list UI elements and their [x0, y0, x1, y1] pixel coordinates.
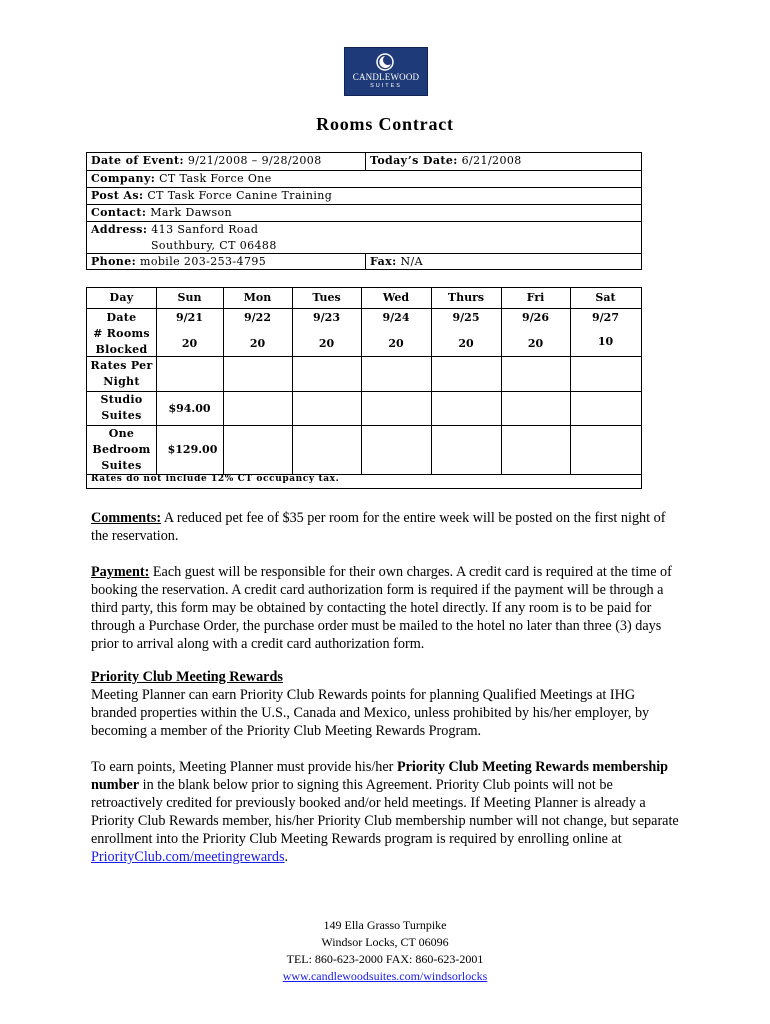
rooms-blocked-label-2: Blocked [95, 343, 148, 356]
rewards-para2-end: . [284, 849, 289, 865]
rates-per-night-label-2: Night [103, 375, 140, 388]
company-label: Company: [91, 172, 156, 185]
date-cell: 9/24 [382, 311, 410, 324]
rooms-blocked-cell: 20 [527, 337, 544, 350]
logo-sub-text: SUITES [370, 83, 402, 89]
studio-rate-cell: $94.00 [168, 402, 211, 415]
comments-section [91, 509, 681, 545]
rewards-membership-bold: Priority Club Meeting Rewards membership number [91, 759, 669, 793]
room-block-table [86, 287, 642, 489]
rooms-blocked-cell: 20 [249, 337, 266, 350]
rates-per-night-label-1: Rates Per [90, 359, 153, 372]
rooms-blocked-cell: 20 [318, 337, 335, 350]
hotel-website-link[interactable]: www.candlewoodsuites.com/windsorlocks [282, 969, 488, 983]
footer-street: 149 Ella Grasso Turnpike [323, 918, 447, 932]
phone-value: mobile 203-253-4795 [139, 255, 267, 268]
rewards-paragraph-1: Meeting Planner can earn Priority Club Rewards points for planning Qualified Meetings at IHG branded properties within the U.S., Canada and Mexico, unless prohibited by his/her employer, by becoming a member of the Priority Club Meeting Rewards Program. [91, 687, 650, 739]
info-row-address [87, 221, 641, 254]
rooms-blocked-cell: 20 [181, 337, 198, 350]
rewards-para2-start: To earn points, Meeting Planner must provide his/her [91, 759, 394, 775]
contact-label: Contact: [91, 206, 147, 219]
address-line1: 413 Sanford Road [151, 223, 259, 236]
todays-date-label: Today’s Date: [370, 154, 458, 167]
date-label: Date [106, 311, 137, 324]
rewards-heading: Priority Club Meeting Rewards [91, 669, 283, 685]
date-of-event-value: 9/21/2008 – 9/28/2008 [187, 154, 322, 167]
date-cell: 9/27 [592, 311, 619, 324]
page-title: Rooms Contract [316, 114, 454, 134]
priority-club-link[interactable]: PriorityClub.com/meetingrewards [91, 849, 285, 865]
address-line2: Southbury, CT 06488 [151, 239, 277, 252]
rooms-blocked-cell: 20 [388, 337, 404, 350]
rooms-blocked-cell: 20 [458, 337, 474, 350]
day-header: Tues [312, 291, 341, 304]
comments-label: Comments: [91, 510, 162, 526]
day-header: Fri [526, 291, 545, 304]
one-bedroom-label-2: Bedroom [92, 443, 151, 456]
one-bedroom-label-3: Suites [101, 459, 142, 472]
payment-section [91, 563, 681, 653]
todays-date-value: 6/21/2008 [461, 154, 522, 167]
date-cell: 9/21 [176, 311, 203, 324]
payment-label: Payment: [91, 564, 150, 580]
studio-suites-label-2: Suites [101, 409, 142, 422]
day-label: Day [109, 291, 134, 304]
day-header: Sat [595, 291, 616, 304]
info-row-post-as [87, 187, 641, 205]
info-row-company [87, 170, 641, 188]
address-label: Address: [91, 223, 148, 236]
tax-footnote: Rates do not include 12% CT occupancy tax. [91, 474, 340, 484]
info-row-date [87, 153, 641, 170]
rewards-section [91, 668, 681, 866]
footer-phone-fax: TEL: 860-623-2000 FAX: 860-623-2001 [286, 952, 484, 966]
logo-brand-text: CANDLEWOOD [352, 72, 420, 82]
day-header: Thurs [447, 291, 485, 304]
fax-label: Fax: [370, 255, 397, 268]
moon-star-icon [375, 52, 397, 72]
one-bedroom-label-1: One [108, 427, 135, 440]
comments-text: A reduced pet fee of $35 per room for the entire week will be posted on the first night of the reservation. [91, 510, 666, 544]
fax-value: N/A [400, 255, 423, 268]
date-cell: 9/23 [313, 311, 340, 324]
studio-suites-label-1: Studio [100, 393, 143, 406]
date-cell: 9/22 [244, 311, 271, 324]
day-header: Wed [382, 291, 410, 304]
rewards-para2-middle: in the blank below prior to signing this Agreement. Priority Club points will not be retroactively credited for previously booked and/or held meetings. If Meeting Planner is already a Priority Club Rewards member, his/her Priority Club membership number will not change, but separate enrollment into the Priority Club Meeting Rewards program is required by enrolling online at [91, 777, 679, 847]
rooms-blocked-cell: 10 [597, 335, 614, 348]
info-row-phone [87, 253, 641, 270]
day-header: Mon [243, 291, 272, 304]
rooms-blocked-label-1: # Rooms [93, 327, 150, 340]
rewards-paragraph-2 [91, 758, 681, 866]
info-row-contact [87, 204, 641, 222]
date-cell: 9/26 [522, 311, 549, 324]
contact-value: Mark Dawson [150, 206, 233, 219]
date-cell: 9/25 [452, 311, 480, 324]
footer-city: Windsor Locks, CT 06096 [321, 935, 449, 949]
phone-label: Phone: [91, 255, 137, 268]
event-info-table [86, 152, 642, 270]
post-as-label: Post As: [91, 189, 144, 202]
post-as-value: CT Task Force Canine Training [147, 189, 333, 202]
hotel-address-footer [0, 917, 770, 985]
company-value: CT Task Force One [159, 172, 272, 185]
day-header: Sun [177, 291, 202, 304]
date-of-event-label: Date of Event: [91, 154, 184, 167]
one-bedroom-rate-cell: $129.00 [167, 443, 218, 456]
payment-text: Each guest will be responsible for their own charges. A credit card is required at the time of booking the reservation. A credit card authorization form is required if the payment will be through a third party, this form may be obtained by contacting the hotel directly. If any room is to be paid for through a Purchase Order, the purchase order must be mailed to the hotel no later than three (3) days prior to arrival along with a credit card authorization form. [91, 564, 672, 652]
candlewood-logo [344, 47, 428, 96]
